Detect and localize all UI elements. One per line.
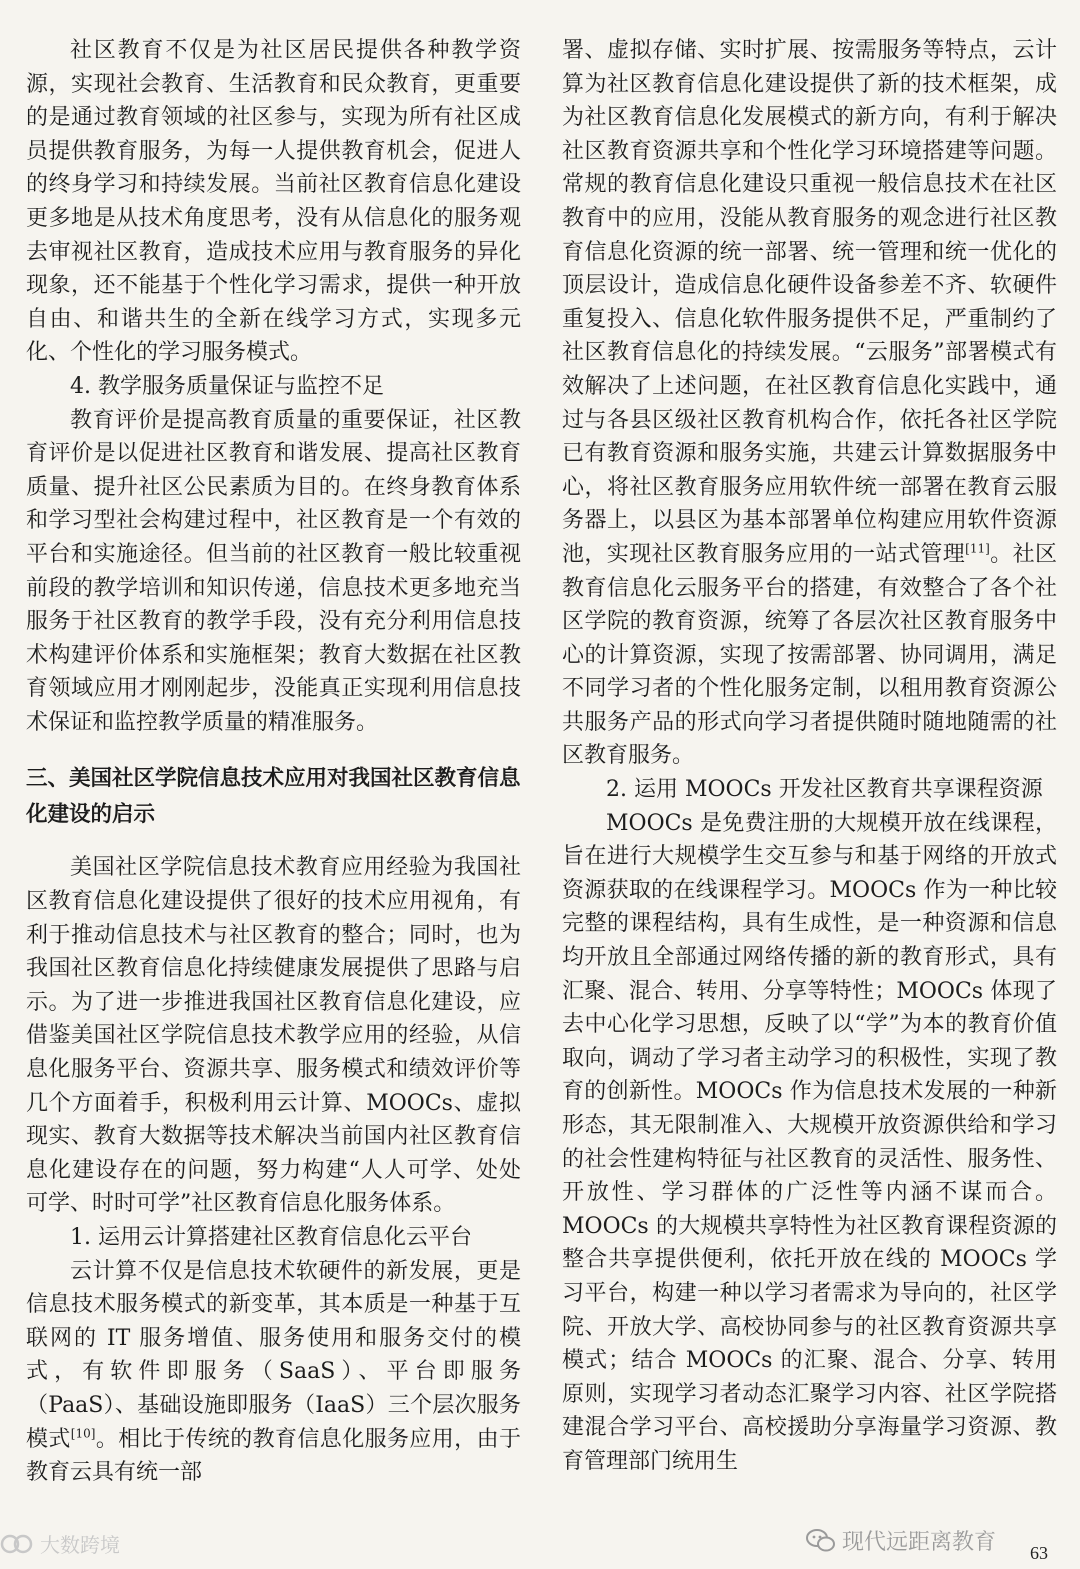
page-footer [0, 1525, 1080, 1569]
left-column [26, 34, 521, 1490]
cloud-cont-text-b: 。社区教育信息化云服务平台的搭建，有效整合了各个社区学院的教育资源，统筹了各层次社区教育服务中心的计算资源，实现了按需部署、协同调用，满足不同学习者的个性化服务定制，以租用教育资源公共服务产品的形式向学习者提供随时随地随需的社区教育服务。 [562, 541, 1057, 769]
watermark-left-text: 大数跨境 [40, 1533, 120, 1557]
paragraph-education-evaluation: 教育评价是提高教育质量的重要保证，社区教育评价是以促进社区教育和谐发展、提高社区教育质量、提升社区公民素质为目的。在终身教育体系和学习型社会构建过程中，社区教育是一个有效的平台和实施途径。但当前的社区教育一般比较重视前段的教学培训和知识传递，信息技术更多地充当服务于社区教育的教学手段，没有充分利用信息技术构建评价体系和实施框架；教育大数据在社区教育领域应用才刚刚起步，没能真正实现利用信息技术保证和监控教学质量的精准服务。 [26, 407, 521, 735]
right-column [562, 34, 1057, 1479]
cloud-text-a: 云计算不仅是信息技术软硬件的新发展，更是信息技术服务模式的新变革，其本质是一种基于互联网的 IT 服务增值、服务使用和服务交付的模式，有软件即服务（SaaS）、平台即服务（PaaS）、基础设施即服务（IaaS）三个层次服务模式 [26, 1258, 521, 1452]
watermark-right-text: 现代远距离教育 [842, 1530, 997, 1555]
subheading-quality-assurance: 4. 教学服务质量保证与监控不足 [70, 373, 384, 399]
subheading-cloud-computing: 1. 运用云计算搭建社区教育信息化云平台 [70, 1225, 472, 1250]
cloud-text-b: 。相比于传统的教育信息化服务应用，由于教育云具有统一部 [26, 1426, 521, 1486]
paragraph-cloud-computing [26, 1255, 521, 1490]
cloud-cont-text-a: 署、虚拟存储、实时扩展、按需服务等特点，云计算为社区教育信息化建设提供了新的技术框架，成为社区教育信息化发展模式的新方向，有利于解决社区教育资源共享和个性化学习环境搭建等问题。常规的教育信息化建设只重视一般信息技术在社区教育中的应用，没能从教育服务的观念进行社区教育信息化资源的统一部署、统一管理和统一优化的顶层设计，造成信息化硬件设备参差不齐、软硬件重复投入、信息化软件服务提供不足，严重制约了社区教育信息化的持续发展。“云服务”部署模式有效解决了上述问题，在社区教育信息化实践中，通过与各县区级社区教育机构合作，依托各社区学院已有教育资源和服务实施，共建云计算数据服务中心，将社区教育服务应用软件统一部署在教育云服务器上，以县区为基本部署单位构建应用软件资源池，实现社区教育服务应用的一站式管理 [562, 38, 1057, 567]
paragraph-cloud-continued [562, 34, 1057, 773]
watermark-left [0, 1529, 120, 1558]
paragraph-moocs: MOOCs 是免费注册的大规模开放在线课程，旨在进行大规模学生交互参与和基于网络的开放式资源获取的在线课程学习。MOOCs 作为一种比较完整的课程结构，具有生成性，是一种资源和信息均开放且全部通过网络传播的新的教育形式，具有汇聚、混合、转用、分享等特性；MOOCs 体现了去中心化学习思想，反映了以“学”为本的教育价值取向，调动了学习者主动学习的积极性，实现了教育的创新性。MOOCs 作为信息技术发展的一种新形态，其无限制准入、大规模开放资源供给和学习的社会性建构特征与社区教育的灵活性、服务性、开放性、学习群体的广泛性等内涵不谋而合。MOOCs 的大规模共享特性为社区教育课程资源的整合共享提供便利，依托开放在线的 MOOCs 学习平台，构建一种以学习者需求为导向的，社区学院、开放大学、高校协同参与的社区教育资源共享模式；结合 MOOCs 的汇聚、混合、分享、转用原则，实现学习者动态汇聚学习内容、社区学院搭建混合学习平台、高校援助分享海量学习资源、教育管理部门统用生 [562, 810, 1057, 1474]
brand-logo-icon [0, 1531, 34, 1557]
page-number: 63 [1030, 1543, 1048, 1563]
watermark-right [806, 1525, 996, 1556]
subheading-moocs: 2. 运用 MOOCs 开发社区教育共享课程资源 [606, 777, 1043, 803]
citation-11[interactable]: [11] [965, 541, 990, 556]
section-heading-three: 三、美国社区学院信息技术应用对我国社区教育信息化建设的启示 [26, 766, 521, 828]
citation-10[interactable]: [10] [70, 1426, 96, 1441]
paragraph-us-experience: 美国社区学院信息技术教育应用经验为我国社区教育信息化建设提供了很好的技术应用视角，有利于推动信息技术与社区教育的整合；同时，也为我国社区教育信息化持续健康发展提供了思路与启示。为了进一步推进我国社区教育信息化建设，应借鉴美国社区学院信息技术教学应用的经验，从信息化服务平台、资源共享、服务模式和绩效评价等几个方面着手，积极利用云计算、MOOCs、虚拟现实、教育大数据等技术解决当前国内社区教育信息化建设存在的问题，努力构建“人人可学、处处可学、时时可学”社区教育信息化服务体系。 [26, 855, 521, 1217]
wechat-icon [806, 1528, 836, 1554]
paragraph-community-education: 社区教育不仅是为社区居民提供各种教学资源，实现社会教育、生活教育和民众教育，更重要的是通过教育领域的社区参与，实现为所有社区成员提供教育服务，为每一人提供教育机会，促进人的终身学习和持续发展。当前社区教育信息化建设更多地是从技术角度思考，没有从信息化的服务观去审视社区教育，造成技术应用与教育服务的异化现象，还不能基于个性化学习需求，提供一种开放自由、和谐共生的全新在线学习方式，实现多元化、个性化的学习服务模式。 [26, 38, 521, 366]
